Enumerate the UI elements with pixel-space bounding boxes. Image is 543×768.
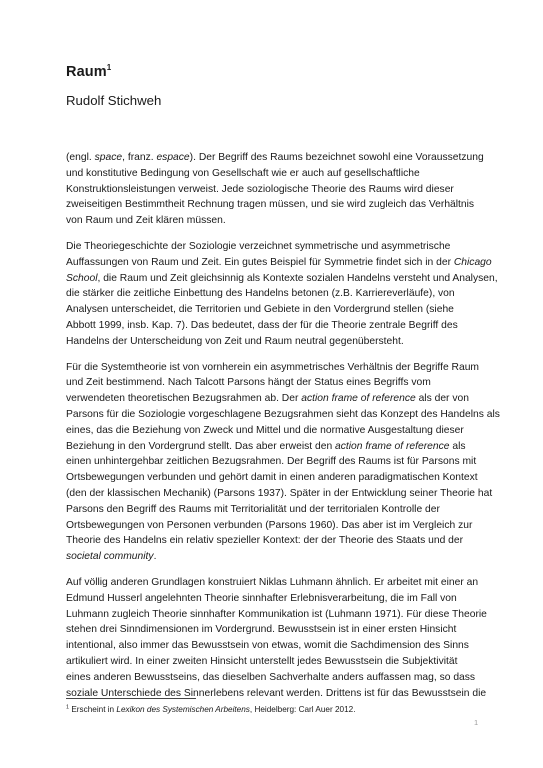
text-line: Beziehung in den Vordergrund stellt. Das aber erweist den action frame of reference als bbox=[66, 440, 466, 452]
text-line: und konstitutive Bedingung von Gesellschaft wie er auch auf gesellschaftliche bbox=[66, 167, 420, 179]
text-line: Parsons für die Soziologie vorgeschlagene Bezugsrahmen sieht das Konzept des Handelns als bbox=[66, 408, 500, 420]
text-line: Handelns der Unterscheidung von Zeit und Raum neutral gegenübersteht. bbox=[66, 335, 404, 347]
text-line: Für die Systemtheorie ist von vornherein ein asymmetrisches Verhältnis der Begriffe Raum bbox=[66, 361, 480, 373]
text-line: Analysen unterscheidet, die Territorien und Gebiete in den Vordergrund stellen (siehe bbox=[66, 304, 454, 316]
italic-term: space bbox=[94, 152, 123, 163]
text-line: Abbott 1999, insb. Kap. 7). Das bedeutet, dass der für die Theorie zentrale Begriff des bbox=[66, 319, 458, 331]
text-line: Ortsbewegungen verbunden und gehört damit in einen anderen paradigmatischen Kontext bbox=[66, 472, 478, 484]
footnote bbox=[66, 705, 355, 714]
text-line: eines, das die Beziehung von Zweck und Mittel und die normative Ausgestaltung dieser bbox=[66, 424, 464, 436]
text-line: Konstruktionsleistungen verweist. Jede soziologische Theorie des Raums wird dieser bbox=[66, 183, 454, 195]
paragraph-2 bbox=[66, 239, 498, 350]
text-line: (den der klassischen Mechanik) (Parsons 1937). Später in der Entwicklung seiner Theorie hat bbox=[66, 487, 493, 499]
text-line: verwendeten theoretischen Bezugsrahmen ab. Der action frame of reference als der von bbox=[66, 393, 469, 405]
text-line: zweiseitigen Bestimmtheit Rechnung tragen müssen, und sie wird zugleich das Verhältnis bbox=[66, 199, 475, 211]
author-name: Rudolf Stichweh bbox=[66, 93, 162, 108]
text-line: Parsons den Begriff des Raums mit Territorialität und der territorialen Kontrolle der bbox=[66, 503, 440, 515]
text-line: Theorie des Handelns ein relativ spezieller Kontext: der der Theorie des Staats und der bbox=[66, 535, 464, 547]
italic-term: School bbox=[66, 272, 98, 284]
paragraph-3 bbox=[66, 360, 500, 565]
title-footnote-marker[interactable]: 1 bbox=[106, 63, 112, 73]
text-line: intentional, also immer das Bewusstsein von etwas, womit die Sachdimension des Sinns bbox=[66, 640, 469, 652]
text-line: societal community. bbox=[66, 551, 157, 563]
text-line: (engl. space, franz. espace). Der Begriff des Raums bezeichnet sowohl eine Voraussetzung bbox=[66, 152, 484, 163]
text-line: Luhmann zugleich Theorie sinnhafter Kommunikation ist (Luhmann 1971). Für diese Theorie bbox=[66, 608, 487, 620]
text-line: Auffassungen von Raum und Zeit. Ein gutes Beispiel für Symmetrie findet sich in der Chicago bbox=[66, 256, 492, 268]
italic-term: societal community bbox=[66, 551, 154, 563]
page-number: 1 bbox=[474, 718, 479, 727]
italic-term: action frame of reference bbox=[335, 440, 450, 452]
text-line: artikuliert wird. In einer zweiten Hinsicht unterstellt jedes Bewusstsein die Subjektivität bbox=[66, 655, 458, 667]
text-line: einen unhintergehbar zeitlichen Bezugsrahmen. Der Begriff des Raums ist für Parsons mit bbox=[66, 456, 477, 468]
footnote-suffix: , Heidelberg: Carl Auer 2012. bbox=[249, 705, 356, 714]
paragraph-1 bbox=[66, 150, 482, 229]
text-line: von Raum und Zeit klären müssen. bbox=[66, 215, 226, 227]
text-line: Die Theoriegeschichte der Soziologie verzeichnet symmetrische und asymmetrische bbox=[66, 240, 451, 252]
text-line: soziale Unterschiede des Sinnerlebens relevant werden. Drittens ist für das Bewusstsein die bbox=[66, 687, 487, 699]
text-line: und Zeit bestimmend. Nach Talcott Parsons hängt der Status eines Begriffs vom bbox=[66, 377, 431, 389]
footnote-prefix: Erscheint in bbox=[69, 705, 117, 714]
paragraph-4 bbox=[66, 575, 487, 701]
text-line: eines anderen Bewusstseins, das dieselben Sachverhalte anders auffassen mag, so dass bbox=[66, 671, 476, 683]
footnote-source-title: Lexikon des Systemischen Arbeitens bbox=[116, 705, 250, 714]
body-text bbox=[66, 150, 500, 711]
footnote-divider bbox=[66, 698, 196, 699]
text-line: Ortsbewegungen von Personen verbunden (Parsons 1960). Das aber ist im Vergleich zur bbox=[66, 519, 473, 531]
footnote-marker: 1 bbox=[66, 704, 70, 711]
document-title: Raum$^1$ bbox=[66, 63, 112, 80]
text-line: School, die Raum und Zeit gleichsinnig als Kontexte sozialen Handelns versteht und Analysen, bbox=[66, 272, 498, 284]
italic-term: action frame of reference bbox=[301, 393, 416, 405]
text-line: stehen drei Sinndimensionen im Vordergrund. Bewusstsein ist in einer ersten Hinsicht bbox=[66, 624, 457, 636]
text-line: Auf völlig anderen Grundlagen konstruiert Niklas Luhmann ähnlich. Er arbeitet mit einer an bbox=[66, 576, 479, 588]
italic-term: espace bbox=[156, 152, 190, 163]
text-line: Edmund Husserl angelehnten Theorie sinnhafter Erlebnisverarbeitung, die im Fall von bbox=[66, 592, 457, 604]
italic-term: Chicago bbox=[453, 256, 492, 268]
text-line: die stärker die zeitliche Einbettung des Handelns betonen (z.B. Karriereverläufe), von bbox=[66, 288, 455, 300]
